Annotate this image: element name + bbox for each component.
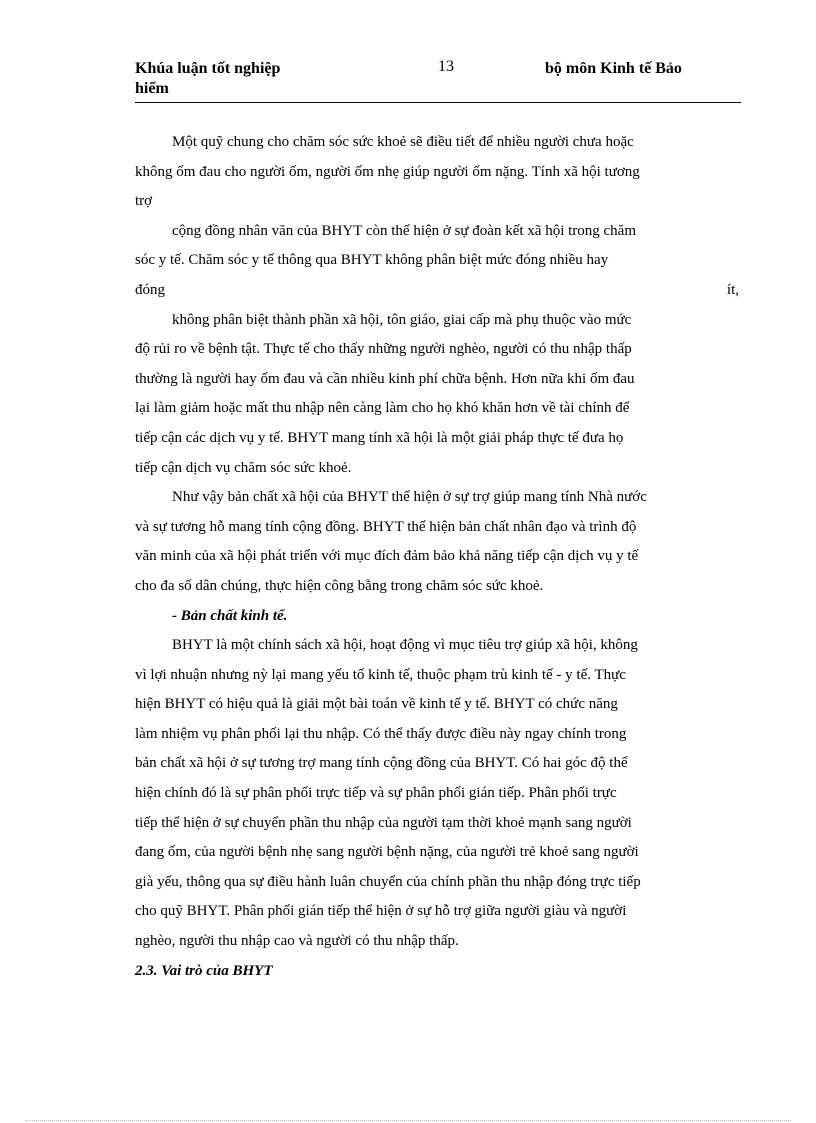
text-line: Như vậy bản chất xã hội của BHYT thể hiện ở sự trợ giúp mang tính Nhà nước (172, 489, 647, 506)
text-line: sóc y tế. Chăm sóc y tế thông qua BHYT không phân biệt mức đóng nhiều hay (135, 252, 609, 269)
text-line: và sự tương hỗ mang tính cộng đồng. BHYT thể hiện bản chất nhân đạo và trình độ (135, 518, 637, 535)
text-line: hiện chính đó là sự phân phối trực tiếp và sự phân phối gián tiếp. Phân phối trực (135, 785, 617, 802)
document-body (135, 128, 739, 986)
page-number: 13 (438, 58, 454, 75)
text-line: già yếu, thông qua sự điều hành luân chuyển của chính phần thu nhập đóng trực tiếp (135, 873, 641, 890)
text-line: tiếp thể hiện ở sự chuyển phần thu nhập của người tạm thời khoẻ mạnh sang người (135, 814, 632, 831)
text-line: Một quỹ chung cho chăm sóc sức khoẻ sẽ điều tiết để nhiều người chưa hoặc (172, 134, 634, 150)
page-bottom-edge (25, 1120, 791, 1121)
text-line: tiếp cận dịch vụ chăm sóc sức khoẻ. (135, 459, 352, 476)
text-line: không phân biệt thành phần xã hội, tôn giáo, giai cấp mà phụ thuộc vào mức (172, 311, 632, 328)
text-line (135, 276, 739, 306)
text-line: hiện BHYT có hiệu quả là giải một bài toán về kinh tế y tế. BHYT có chức năng (135, 696, 618, 713)
header-left-title-cont: hiểm (135, 80, 169, 97)
section-heading: 2.3. Vai trò của BHYT (135, 962, 273, 979)
text-line: cộng đồng nhân văn của BHYT còn thể hiện ở sự đoàn kết xã hội trong chăm (172, 222, 637, 239)
text-line: văn minh của xã hội phát triển với mục đích đảm bảo khả năng tiếp cận dịch vụ y tế (135, 548, 639, 565)
text-line: BHYT là một chính sách xã hội, hoạt động vì mục tiêu trợ giúp xã hội, không (172, 637, 638, 654)
text-word: ít, (726, 281, 739, 298)
text-line: vì lợi nhuận nhưng nỳ lại mang yếu tố kinh tế, thuộc phạm trù kinh tế - y tế. Thực (135, 666, 626, 683)
text-line: cho đa số dân chúng, thực hiện công bằng trong chăm sóc sức khoẻ. (135, 577, 544, 594)
text-line: bản chất xã hội ở sự tương trợ mang tính cộng đồng của BHYT. Có hai góc độ thể (135, 755, 628, 772)
header-left-title: Khúa luận tốt nghiệp (135, 60, 281, 77)
text-line: thường là người hay ốm đau và cần nhiều kinh phí chữa bệnh. Hơn nữa khi ốm đau (135, 370, 635, 387)
header-right-title: bộ môn Kinh tế Bảo (545, 60, 682, 77)
text-line: trợ (135, 193, 153, 210)
text-word: đóng (135, 281, 165, 298)
text-line: độ rủi ro về bệnh tật. Thực tế cho thấy những người nghèo, người có thu nhập thấp (135, 341, 632, 358)
text-line: tiếp cận các dịch vụ y tế. BHYT mang tính xã hội là một giải pháp thực tế đưa họ (135, 429, 624, 446)
text-line: cho quỹ BHYT. Phân phối gián tiếp thể hiện ở sự hỗ trợ giữa người giàu và người (135, 903, 627, 920)
subsection-heading: - Bản chất kinh tế. (172, 607, 288, 624)
text-line: không ốm đau cho người ốm, người ốm nhẹ giúp người ốm nặng. Tính xã hội tương (135, 163, 640, 180)
text-line: nghèo, người thu nhập cao và người có thu nhập thấp. (135, 933, 459, 950)
text-line: đang ốm, của người bệnh nhẹ sang người bệnh nặng, của người trẻ khoẻ sang người (135, 844, 639, 861)
text-line: làm nhiệm vụ phân phối lại thu nhập. Có thể thấy được điều này ngay chính trong (135, 725, 627, 742)
page-header (135, 58, 741, 103)
text-line: lại làm giảm hoặc mất thu nhập nên càng làm cho họ khó khăn hơn về tài chính để (135, 400, 630, 417)
